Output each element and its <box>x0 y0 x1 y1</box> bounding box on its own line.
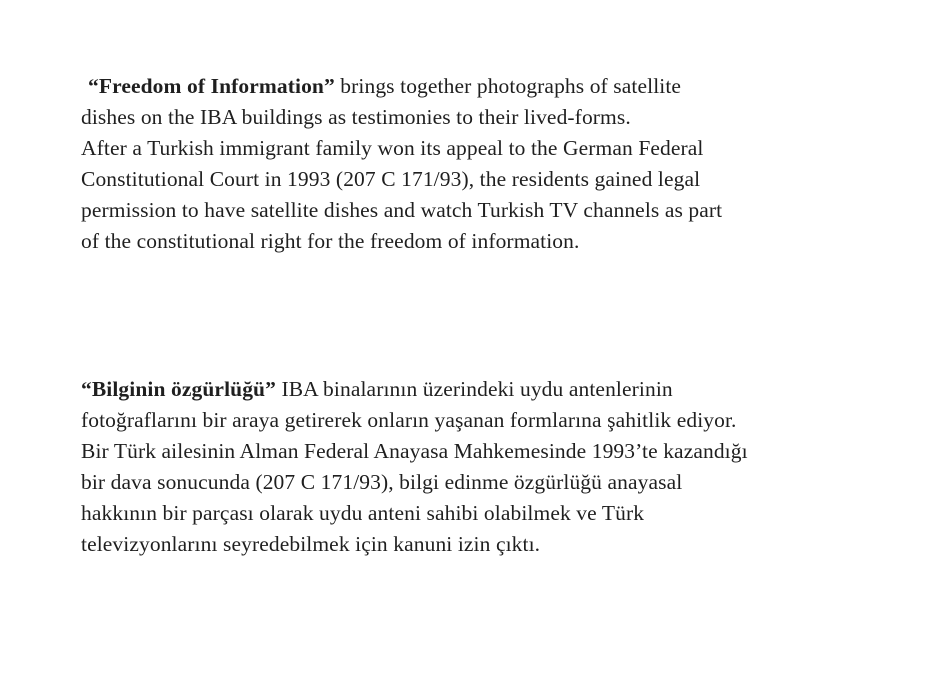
english-paragraph <box>81 71 861 257</box>
paragraph-text: brings together photographs of satellite <box>334 74 682 98</box>
paragraph-text: IBA binalarının üzerindeki uydu antenlerinin <box>275 377 673 401</box>
turkish-paragraph <box>81 374 861 560</box>
paragraph-line: of the constitutional right for the freedom of information. <box>81 229 580 253</box>
paragraph-line: Constitutional Court in 1993 (207 C 171/93), the residents gained legal <box>81 167 701 191</box>
paragraph-line: Bir Türk ailesinin Alman Federal Anayasa Mahkemesinde 1993’te kazandığı <box>81 439 748 463</box>
paragraph-line: bir dava sonucunda (207 C 171/93), bilgi edinme özgürlüğü anayasal <box>81 470 683 494</box>
paragraph-line: dishes on the IBA buildings as testimonies to their lived-forms. <box>81 105 631 129</box>
paragraph-line: permission to have satellite dishes and watch Turkish TV channels as part <box>81 198 723 222</box>
paragraph-line: televizyonlarını seyredebilmek için kanuni izin çıktı. <box>81 532 541 556</box>
paragraph-line <box>81 374 861 405</box>
english-title: “Freedom of Information” <box>88 74 335 98</box>
turkish-title: “Bilginin özgürlüğü” <box>81 377 276 401</box>
paragraph-line <box>81 71 861 102</box>
paragraph-line: fotoğraflarını bir araya getirerek onların yaşanan formlarına şahitlik ediyor. <box>81 408 737 432</box>
paragraph-line: After a Turkish immigrant family won its appeal to the German Federal <box>81 136 704 160</box>
paragraph-line: hakkının bir parçası olarak uydu anteni sahibi olabilmek ve Türk <box>81 501 645 525</box>
